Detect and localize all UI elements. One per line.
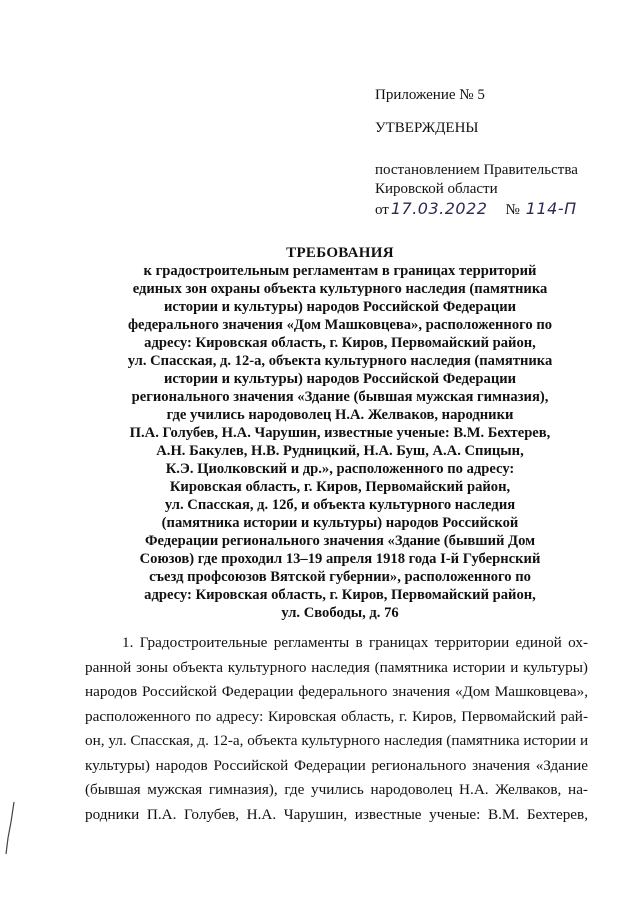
title-line: единых зон охраны объекта культурного наследия (памятника [132,281,548,297]
title-line: истории и культуры) народов Российской Федерации [163,299,517,315]
body-line: (бывшая мужская гимназия), где учились народоволец Н.А. Желваков, на- [85,781,588,798]
appendix-label: Приложение № 5 [375,87,485,103]
title-line: (памятника истории и культуры) народов Российской [161,515,519,531]
pen-mark-icon [3,800,17,856]
title-heading: ТРЕБОВАНИЯ [286,245,394,261]
title-line: адресу: Кировская область, г. Киров, Первомайский район, [144,587,536,603]
body-line: культуры) народов Российской Федерации регионального значения «Здание [85,756,588,774]
title-line: ул. Свободы, д. 76 [281,605,399,621]
title-line: истории и культуры) народов Российской Федерации [163,371,517,387]
approved-label: УТВЕРЖДЕНЫ [375,120,479,136]
body-paragraph [85,631,588,827]
body-line: он, ул. Спасская, д. 12-а, объекта культурного наследия (памятника истории и [85,732,589,749]
handwritten-number: 114-П [525,199,577,218]
title-line: П.А. Голубев, Н.А. Чарушин, известные ученые: В.М. Бехтерев, [129,425,551,441]
title-lines [85,262,595,622]
title-line: съезд профсоюзов Вятской губернии», расположенного по [149,569,531,585]
document-title [85,244,595,622]
title-line: адресу: Кировская область, г. Киров, Первомайский район, [144,335,536,351]
title-line: А.Н. Бакулев, Н.В. Рудницкий, Н.А. Буш, А.А. Спицын, [156,443,524,459]
body-line: родники П.А. Голубев, Н.А. Чарушин, известные ученые: В.М. Бехтерев, [85,805,588,823]
title-line: ул. Спасская, д. 12б, и объекта культурного наследия [164,497,516,513]
decree-line-2: Кировской области [375,181,498,197]
title-line: ул. Спасская, д. 12-а, объекта культурного наследия (памятника [127,353,553,369]
body-line: ранной зоны объекта культурного наследия (памятника истории и культуры) [85,658,588,676]
title-line: Федерации регионального значения «Здание (бывший Дом [144,533,536,549]
date-prefix: от [375,202,389,218]
approval-block [375,86,625,220]
body-line: расположенного по адресу: Кировская область, г. Киров, Первомайский рай- [85,707,588,725]
title-line: Союзов) где проходил 13–19 апреля 1918 года I-й Губернский [139,551,541,567]
title-line: регионального значения «Здание (бывшая мужская гимназия), [131,389,549,405]
title-line: К.Э. Циолковский и др.», расположенного по адресу: [165,461,515,477]
title-line: Кировская область, г. Киров, Первомайский район, [169,479,511,495]
decree-date-number [375,199,625,220]
title-line: федерального значения «Дом Машковцева», расположенного по [127,317,553,333]
handwritten-date: 17.03.2022 [390,199,488,218]
body-line: народов Российской Федерации федерального значения «Дом Машковцева», [85,683,588,700]
number-sign: № [505,202,520,218]
decree-line-1: постановлением Правительства [375,162,578,178]
body-line: 1. Градостроительные регламенты в границах территории единой ох- [122,634,588,651]
title-line: к градостроительным регламентам в границах территорий [143,263,537,279]
title-line: где учились народоволец Н.А. Желваков, народники [166,407,514,423]
